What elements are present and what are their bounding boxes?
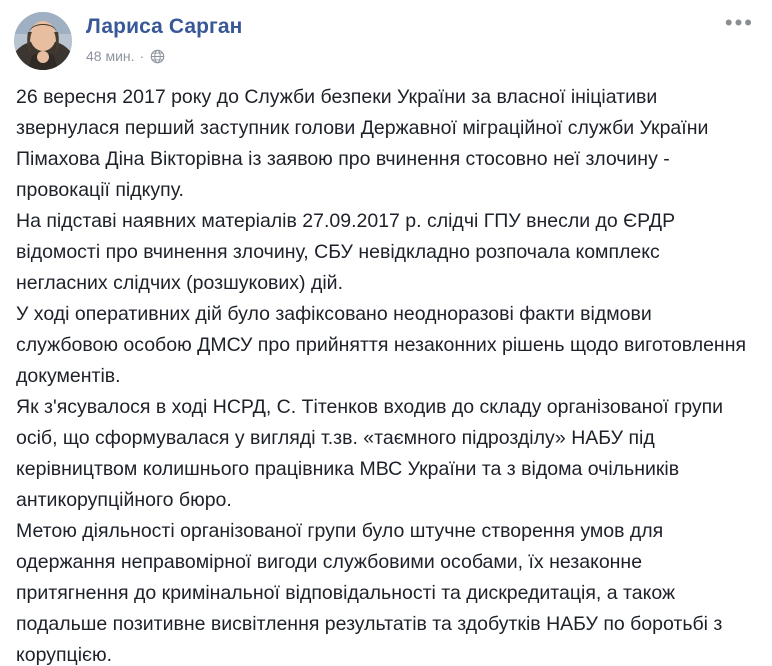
avatar[interactable] [14,12,72,70]
post-meta [86,48,242,64]
globe-icon-svg [150,49,165,64]
post-timestamp[interactable]: 48 мин. [86,48,135,64]
globe-icon[interactable] [150,49,165,64]
ellipsis-icon[interactable]: ••• [724,10,754,35]
post-paragraph: На підставі наявних матеріалів 27.09.2017 р. слідчі ГПУ внесли до ЄРДР відомості про вчинення злочину, СБУ невідкладно розпочала комплекс негласних слідчих (розшукових) дій. [16,210,676,294]
author-name[interactable]: Лариса Сарган [86,15,243,38]
post-paragraph: Метою діяльності організованої групи було штучне створення умов для одержання неправомірної вигоди службовими особами, їх незаконне притягнення до кримінальної відповідальності та дискредитація, а також подальше позитивне висвітлення результатів та здобутків НАБУ по боротьбі з корупцією. [16,520,723,666]
post-paragraph: 26 вересня 2017 року до Служби безпеки України за власної ініціативи звернулася перший заступник голови Державної міграційної служби України Пімахова Діна Вікторівна із заявою про вчинення стосовно неї злочину - провокації підкупу. [16,86,709,201]
post-header-text [86,12,242,64]
post-header [0,0,772,76]
post-paragraph: Як з'ясувалося в ході НСРД, С. Тітенков входив до складу організованої групи осіб, що сформувалася у вигляді т.зв. «таємного підрозділу» НАБУ під керівництвом колишнього працівника МВС України та з відома очільників антикорупційного бюро. [16,396,724,511]
meta-separator: · [139,48,145,64]
post-body [0,76,772,666]
avatar-image [14,12,72,70]
post-paragraph: У ході оперативних дій було зафіксовано неодноразові факти відмови службовою особою ДМСУ про прийняття незаконних рішень щодо виготовлення документів. [16,303,747,387]
